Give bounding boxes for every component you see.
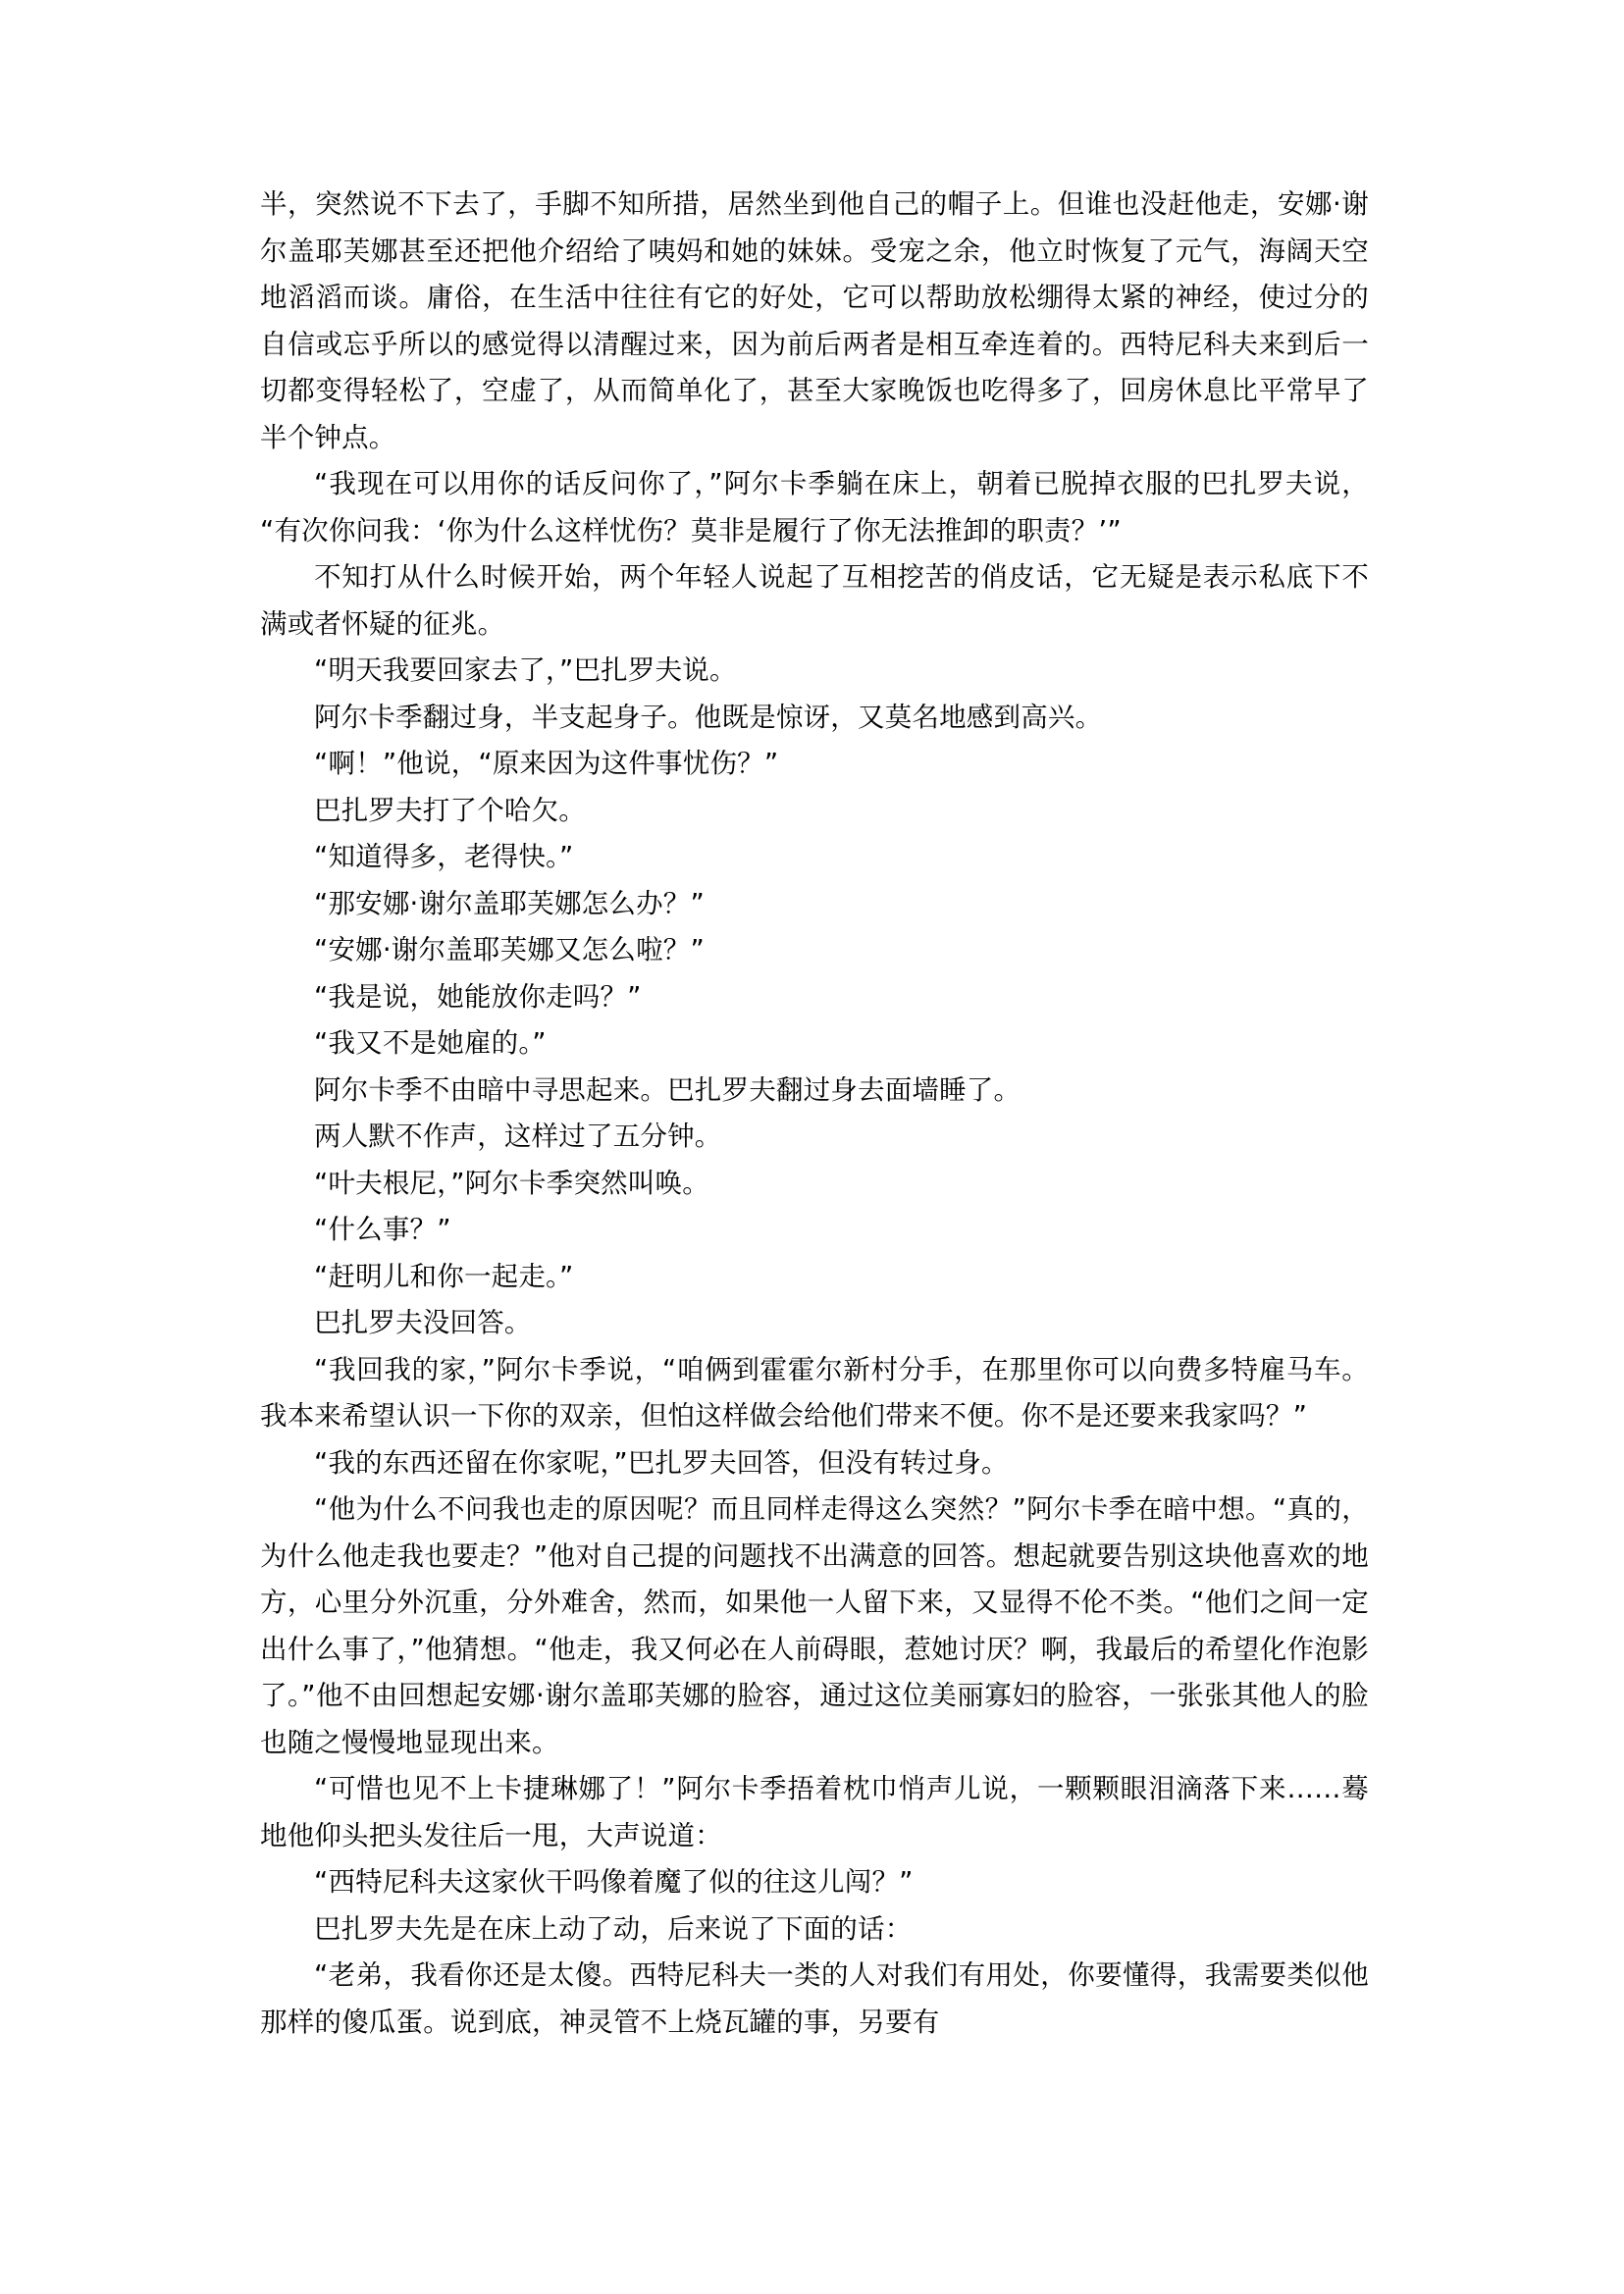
paragraph: 半，突然说不下去了，手脚不知所措，居然坐到他自己的帽子上。但谁也没赶他走，安娜·谢尔盖耶芙娜甚至还把他介绍给了咦妈和她的妹妹。受宠之余，他立时恢复了元气，海阔天空地滔滔而谈。庸俗，在生活中往往有它的好处，它可以帮助放松绷得太紧的神经，使过分的自信或忘乎所以的感觉得以清醒过来，因为前后两者是相互牵连着的。西特尼科夫来到后一切都变得轻松了，空虚了，从而简单化了，甚至大家晚饭也吃得多了，回房休息比平常早了半个钟点。: [260, 188, 1369, 453]
paragraph: 两人默不作声，这样过了五分钟。: [314, 1121, 722, 1152]
paragraph: “西特尼科夫这家伙干吗像着魔了似的往这儿闯？”: [314, 1866, 914, 1898]
paragraph: “老弟，我看你还是太傻。西特尼科夫一类的人对我们有用处，你要懂得，我需要类似他那样的傻瓜蛋。说到底，神灵管不上烧瓦罐的事，另要有: [260, 1959, 1369, 2038]
paragraph: “我回我的家，”阿尔卡季说，“咱俩到霍霍尔新村分手，在那里你可以向费多特雇马车。我本来希望认识一下你的双亲，但怕这样做会给他们带来不便。你不是还要来我家吗？”: [260, 1353, 1369, 1432]
paragraph: “叶夫根尼，”阿尔卡季突然叫唤。: [314, 1167, 709, 1199]
paragraph: 不知打从什么时候开始，两个年轻人说起了互相挖苦的俏皮话，它无疑是表示私底下不满或者怀疑的征兆。: [260, 561, 1369, 640]
paragraph: “我的东西还留在你家呢，”巴扎罗夫回答，但没有转过身。: [314, 1446, 1009, 1479]
paragraph: “可惜也见不上卡捷琳娜了！”阿尔卡季捂着枕巾悄声儿说，一颗颗眼泪滴落下来……蓦地他仰头把头发往后一甩，大声说道：: [260, 1773, 1369, 1851]
body-text-column: [260, 182, 1369, 2046]
paragraph: 巴扎罗夫没回答。: [314, 1307, 532, 1338]
paragraph: “知道得多，老得快。”: [314, 841, 574, 872]
paragraph: “什么事？”: [314, 1214, 451, 1245]
paragraph: 巴扎罗夫打了个哈欠。: [314, 794, 586, 826]
paragraph: 阿尔卡季翻过身，半支起身子。他既是惊讶，又莫名地感到高兴。: [314, 701, 1103, 733]
paragraph: “我是说，她能放你走吗？”: [314, 980, 642, 1013]
paragraph: “赶明儿和你一起走。”: [314, 1260, 574, 1292]
paragraph: “他为什么不问我也走的原因呢？而且同样走得这么突然？”阿尔卡季在暗中想。“真的，为什么他走我也要走？”他对自己提的问题找不出满意的回答。想起就要告别这块他喜欢的地方，心里分外沉重，分外难舍，然而，如果他一人留下来，又显得不伦不类。“他们之间一定出什么事了，”他猜想。“他走，我又何必在人前碍眼，惹她讨厌？啊，我最后的希望化作泡影了。”他不由回想起安娜·谢尔盖耶芙娜的脸容，通过这位美丽寡妇的脸容，一张张其他人的脸也随之慢慢地显现出来。: [260, 1493, 1369, 1758]
paragraph: “啊！”他说，“原来因为这件事忧伤？”: [314, 748, 779, 779]
paragraph: 巴扎罗夫先是在床上动了动，后来说了下面的话：: [314, 1912, 913, 1945]
paragraph: “那安娜·谢尔盖耶芙娜怎么办？”: [314, 887, 705, 919]
paragraph: “安娜·谢尔盖耶芙娜又怎么啦？”: [314, 934, 705, 965]
paragraph: “我又不是她雇的。”: [314, 1027, 547, 1059]
paragraph: 阿尔卡季不由暗中寻思起来。巴扎罗夫翻过身去面墙睡了。: [314, 1073, 1022, 1106]
paragraph: “我现在可以用你的话反问你了，”阿尔卡季躺在床上，朝着已脱掉衣服的巴扎罗夫说，“有次你问我：‘你为什么这样忧伤？莫非是履行了你无法推卸的职责？’”: [260, 468, 1369, 547]
paragraph: “明天我要回家去了，”巴扎罗夫说。: [314, 654, 737, 686]
